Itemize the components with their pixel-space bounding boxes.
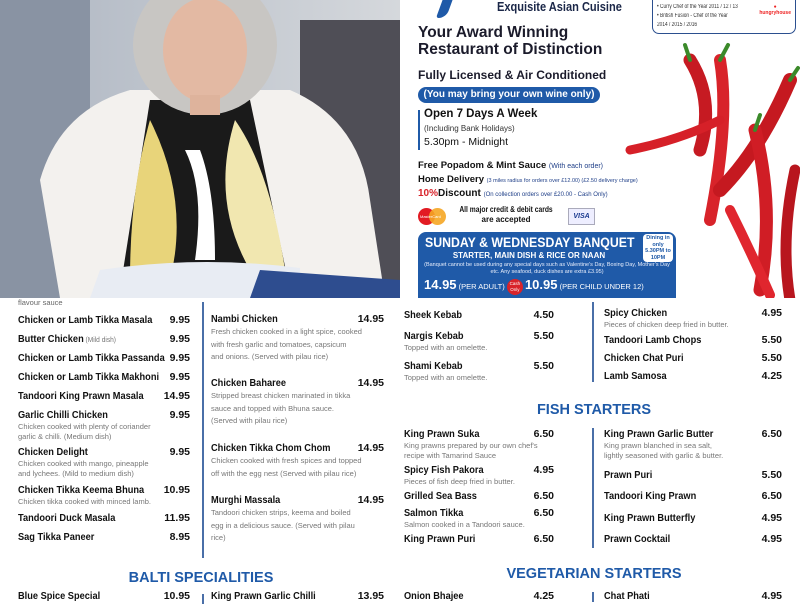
hungryhouse-logo: ● hungryhouse — [759, 4, 791, 16]
menu-item — [18, 531, 190, 544]
item-name: King Prawn Butterfly — [604, 512, 696, 524]
item-description: King prawn blanched in sea salt, — [604, 441, 712, 450]
menu-item — [604, 307, 782, 330]
item-name: Butter Chicken (Mild dish) — [18, 333, 117, 345]
menu-item — [18, 352, 190, 365]
item-name: Nambi Chicken — [211, 313, 278, 325]
column-divider — [592, 428, 594, 548]
col1-intro: flavour sauce — [18, 298, 63, 307]
item-price: 11.95 — [164, 512, 190, 524]
menu-item — [404, 309, 554, 322]
menu-item — [404, 428, 554, 460]
item-name: King Prawn Puri — [404, 533, 476, 545]
item-price: 6.50 — [533, 490, 554, 502]
item-name: Chat Phati — [604, 590, 650, 602]
promo-panel — [400, 0, 800, 298]
item-price: 14.95 — [357, 377, 384, 389]
item-price: 10.95 — [163, 590, 190, 602]
mastercard-logo: MasterCard — [418, 208, 446, 225]
item-description: rice) — [211, 533, 226, 542]
item-name: Nargis Kebab — [404, 330, 464, 342]
award-line: • British Fusion - Chef of the Year — [657, 13, 728, 19]
item-name: Garlic Chilli Chicken — [18, 409, 108, 421]
item-description: and onions. (Served with pilau rice) — [211, 352, 329, 361]
menu-item — [211, 590, 384, 603]
licensed-text: Fully Licensed & Air Conditioned — [418, 68, 607, 82]
wine-badge: (You may bring your own wine only) — [418, 87, 600, 103]
item-price: 5.50 — [761, 352, 782, 364]
menu-item — [18, 371, 190, 384]
item-price: 6.50 — [533, 533, 554, 545]
item-price: 5.50 — [761, 334, 782, 346]
item-description: egg in a delicious sauce. (Served with pilau — [211, 520, 355, 530]
item-price: 14.95 — [163, 390, 190, 402]
item-name: Spicy Chicken — [604, 307, 668, 319]
menu-item — [211, 377, 384, 428]
item-description: lightly seasoned with garlic & butter. — [604, 450, 724, 460]
item-price: 4.95 — [761, 512, 782, 524]
banquet-subtitle: STARTER, MAIN DISH & RICE OR NAAN — [452, 251, 606, 260]
item-name: Tandoori Lamb Chops — [604, 334, 702, 346]
open-days: Open 7 Days A Week — [424, 108, 538, 120]
menu-item — [404, 330, 554, 353]
item-price: 8.95 — [169, 531, 190, 543]
cards-accepted: All major credit & debit cards are accepted — [459, 205, 553, 224]
item-price: 6.50 — [533, 428, 554, 440]
headline-line-2: Restaurant of Distinction — [418, 41, 603, 58]
menu-item — [18, 512, 190, 525]
item-name: Spicy Fish Pakora — [404, 464, 484, 476]
item-price: 5.50 — [761, 469, 782, 481]
menu-item — [18, 484, 190, 507]
item-name: Tandoori Duck Masala — [18, 512, 116, 524]
menu-item — [18, 333, 190, 346]
menu-item — [211, 442, 384, 480]
item-price: 9.95 — [169, 333, 190, 345]
item-name: Chicken or Lamb Tikka Makhoni — [18, 371, 160, 383]
menu-item — [604, 370, 782, 383]
item-price: 4.95 — [761, 590, 782, 602]
logo-mark — [436, 0, 454, 18]
item-name: Chicken or Lamb Tikka Passanda — [18, 352, 165, 364]
menu-item — [211, 313, 384, 364]
menu-item — [404, 533, 554, 546]
menu-item — [404, 360, 554, 383]
item-name: Salmon Tikka — [404, 507, 464, 519]
discount-offer: 10%Discount (On collection orders over £20.00 - Cash Only) — [418, 188, 608, 199]
item-name: Lamb Samosa — [604, 370, 667, 382]
item-name: Sheek Kebab — [404, 309, 463, 321]
item-price: 6.50 — [761, 428, 782, 440]
item-name: Blue Spice Special — [18, 590, 101, 602]
column-divider — [202, 302, 204, 558]
item-price: 14.95 — [357, 442, 384, 454]
item-name: Onion Bhajee — [404, 590, 464, 602]
award-line: 2014 / 2015 / 2016 — [657, 22, 698, 28]
cash-only-badge: Cash Only — [507, 279, 523, 295]
item-name: Chicken Tikka Keema Bhuna — [18, 484, 145, 496]
menu-item — [18, 446, 190, 478]
awards-box — [652, 0, 796, 34]
item-description: Pieces of chicken deep fried in butter. — [604, 320, 729, 329]
item-name: King Prawn Garlic Chilli — [211, 590, 316, 602]
item-description: Chicken cooked with plenty of coriander — [18, 422, 151, 431]
menu-item — [18, 390, 190, 403]
item-description: Topped with an omelette. — [404, 373, 488, 382]
item-description: King prawns prepared by our own chef's — [404, 441, 538, 450]
opening-hours: 5.30pm - Midnight — [424, 136, 509, 148]
item-name: King Prawn Garlic Butter — [604, 428, 714, 440]
section-fish-starters: FISH STARTERS — [536, 402, 652, 418]
item-description: Chicken cooked with mango, pineapple — [18, 459, 149, 468]
item-description: (Served with pilau rice) — [211, 416, 288, 425]
item-description: Stripped breast chicken marinated in tikka — [211, 391, 351, 400]
item-description: Chicken tikka cooked with minced lamb. — [18, 497, 151, 506]
item-name: Sag Tikka Paneer — [18, 531, 95, 543]
item-price: 6.50 — [533, 507, 554, 519]
item-description: Topped with an omelette. — [404, 343, 488, 352]
item-name: King Prawn Suka — [404, 428, 480, 440]
item-description: with fresh garlic and tomatoes, capsicum — [211, 339, 347, 349]
item-description: recipe with Tamarind Sauce — [404, 450, 496, 460]
item-price: 5.50 — [533, 360, 554, 372]
item-note: (Mild dish) — [83, 335, 117, 344]
item-description: Chicken cooked with fresh spices and topped — [211, 456, 362, 465]
item-name: Chicken Chat Puri — [604, 352, 684, 364]
item-description: Fresh chicken cooked in a light spice, cooked — [211, 327, 362, 336]
item-price: 6.50 — [761, 490, 782, 502]
item-price: 14.95 — [357, 494, 384, 506]
item-price: 4.95 — [761, 533, 782, 545]
popadom-offer: Free Popadom & Mint Sauce (With each order) — [418, 160, 603, 171]
column-divider — [202, 594, 204, 604]
menu-item — [604, 533, 782, 546]
menu-item — [404, 590, 554, 603]
item-description: Tandoori chicken strips, keema and boiled — [211, 508, 351, 517]
item-price: 14.95 — [357, 313, 384, 325]
adult-price: 14.95 — [424, 277, 457, 292]
item-name: Tandoori King Prawn — [604, 490, 697, 502]
menu-item — [404, 490, 554, 503]
item-price: 9.95 — [169, 446, 190, 458]
item-name: Shami Kebab — [404, 360, 463, 372]
menu-item — [18, 409, 190, 441]
item-description: and lychees. (Mild to medium dish) — [18, 468, 134, 478]
menu-item — [604, 590, 782, 603]
item-price: 9.95 — [169, 314, 190, 326]
item-name: Chicken or Lamb Tikka Masala — [18, 314, 153, 326]
banquet-prices — [424, 277, 644, 295]
menu-item — [211, 494, 384, 545]
banquet-title: SUNDAY & WEDNESDAY BANQUET — [425, 234, 635, 250]
item-name: Tandoori King Prawn Masala — [18, 390, 144, 402]
item-description: Pieces of fish deep fried in butter. — [404, 477, 515, 486]
column-divider — [592, 592, 594, 602]
banquet-offer — [418, 232, 676, 298]
item-description: sauce and topped with Bhuna sauce. — [211, 403, 335, 413]
item-name: Chicken Baharee — [211, 377, 286, 389]
item-name: Prawn Cocktail — [604, 533, 671, 545]
item-price: 9.95 — [169, 371, 190, 383]
item-name: Chicken Tikka Chom Chom — [211, 442, 331, 454]
item-price: 9.95 — [169, 352, 190, 364]
item-description: garlic & chilli. (Medium dish) — [18, 431, 112, 441]
child-label: (PER CHILD UNDER 12) — [559, 282, 644, 291]
item-price: 9.95 — [169, 409, 190, 421]
item-description: off with the egg nest (Served with pilau rice) — [211, 468, 357, 478]
holidays: (Including Bank Holidays) — [424, 124, 515, 133]
menu-item — [18, 314, 190, 327]
item-price: 4.50 — [533, 309, 554, 321]
section-vegetarian-starters: VEGETARIAN STARTERS — [506, 566, 682, 582]
headline-line-1: Your Award Winning — [418, 24, 569, 41]
item-name: Prawn Puri — [604, 469, 653, 481]
adult-label: (PER ADULT) — [458, 282, 505, 291]
section-balti: BALTI SPECIALITIES — [128, 570, 274, 586]
menu-item — [604, 490, 782, 503]
dining-badge: Dining in only 5.30PM to 10PM — [643, 234, 673, 262]
item-price: 10.95 — [163, 484, 190, 496]
person-photo-illustration — [0, 0, 400, 298]
delivery-offer: Home Delivery (3 miles radius for orders over £12.00) (£2.50 delivery charge) — [418, 174, 638, 185]
menu-item — [404, 507, 554, 530]
menu-item — [404, 464, 554, 487]
restaurant-owner-photo — [0, 0, 400, 298]
item-name: Grilled Sea Bass — [404, 490, 477, 502]
menu-item — [604, 512, 782, 525]
item-price: 4.25 — [761, 370, 782, 382]
item-price: 4.25 — [533, 590, 554, 602]
award-line: • Curry Chef of the Year 2011 / 12 / 13 — [657, 4, 738, 10]
menu-item — [604, 334, 782, 347]
menu-item — [604, 469, 782, 482]
item-price: 4.95 — [761, 307, 782, 319]
item-name: Chicken Delight — [18, 446, 88, 458]
divider — [418, 110, 420, 150]
menu-item — [604, 428, 782, 460]
item-name: Murghi Massala — [211, 494, 281, 506]
tagline: Exquisite Asian Cuisine — [497, 0, 622, 14]
item-price: 5.50 — [533, 330, 554, 342]
item-description: Salmon cooked in a Tandoori sauce. — [404, 520, 525, 529]
visa-logo: VISA — [568, 208, 595, 225]
item-price: 13.95 — [357, 590, 384, 602]
menu-item — [18, 590, 190, 603]
child-price: 10.95 — [524, 277, 558, 292]
menu-item — [604, 352, 782, 365]
banquet-note: (Banquet cannot be used during any special days such as Valentine's Day, Boxing Day, Mother's Day etc. Any seafood, duck dishes are extra £3.95) — [424, 262, 670, 275]
column-divider — [592, 302, 594, 382]
item-price: 4.95 — [533, 464, 554, 476]
